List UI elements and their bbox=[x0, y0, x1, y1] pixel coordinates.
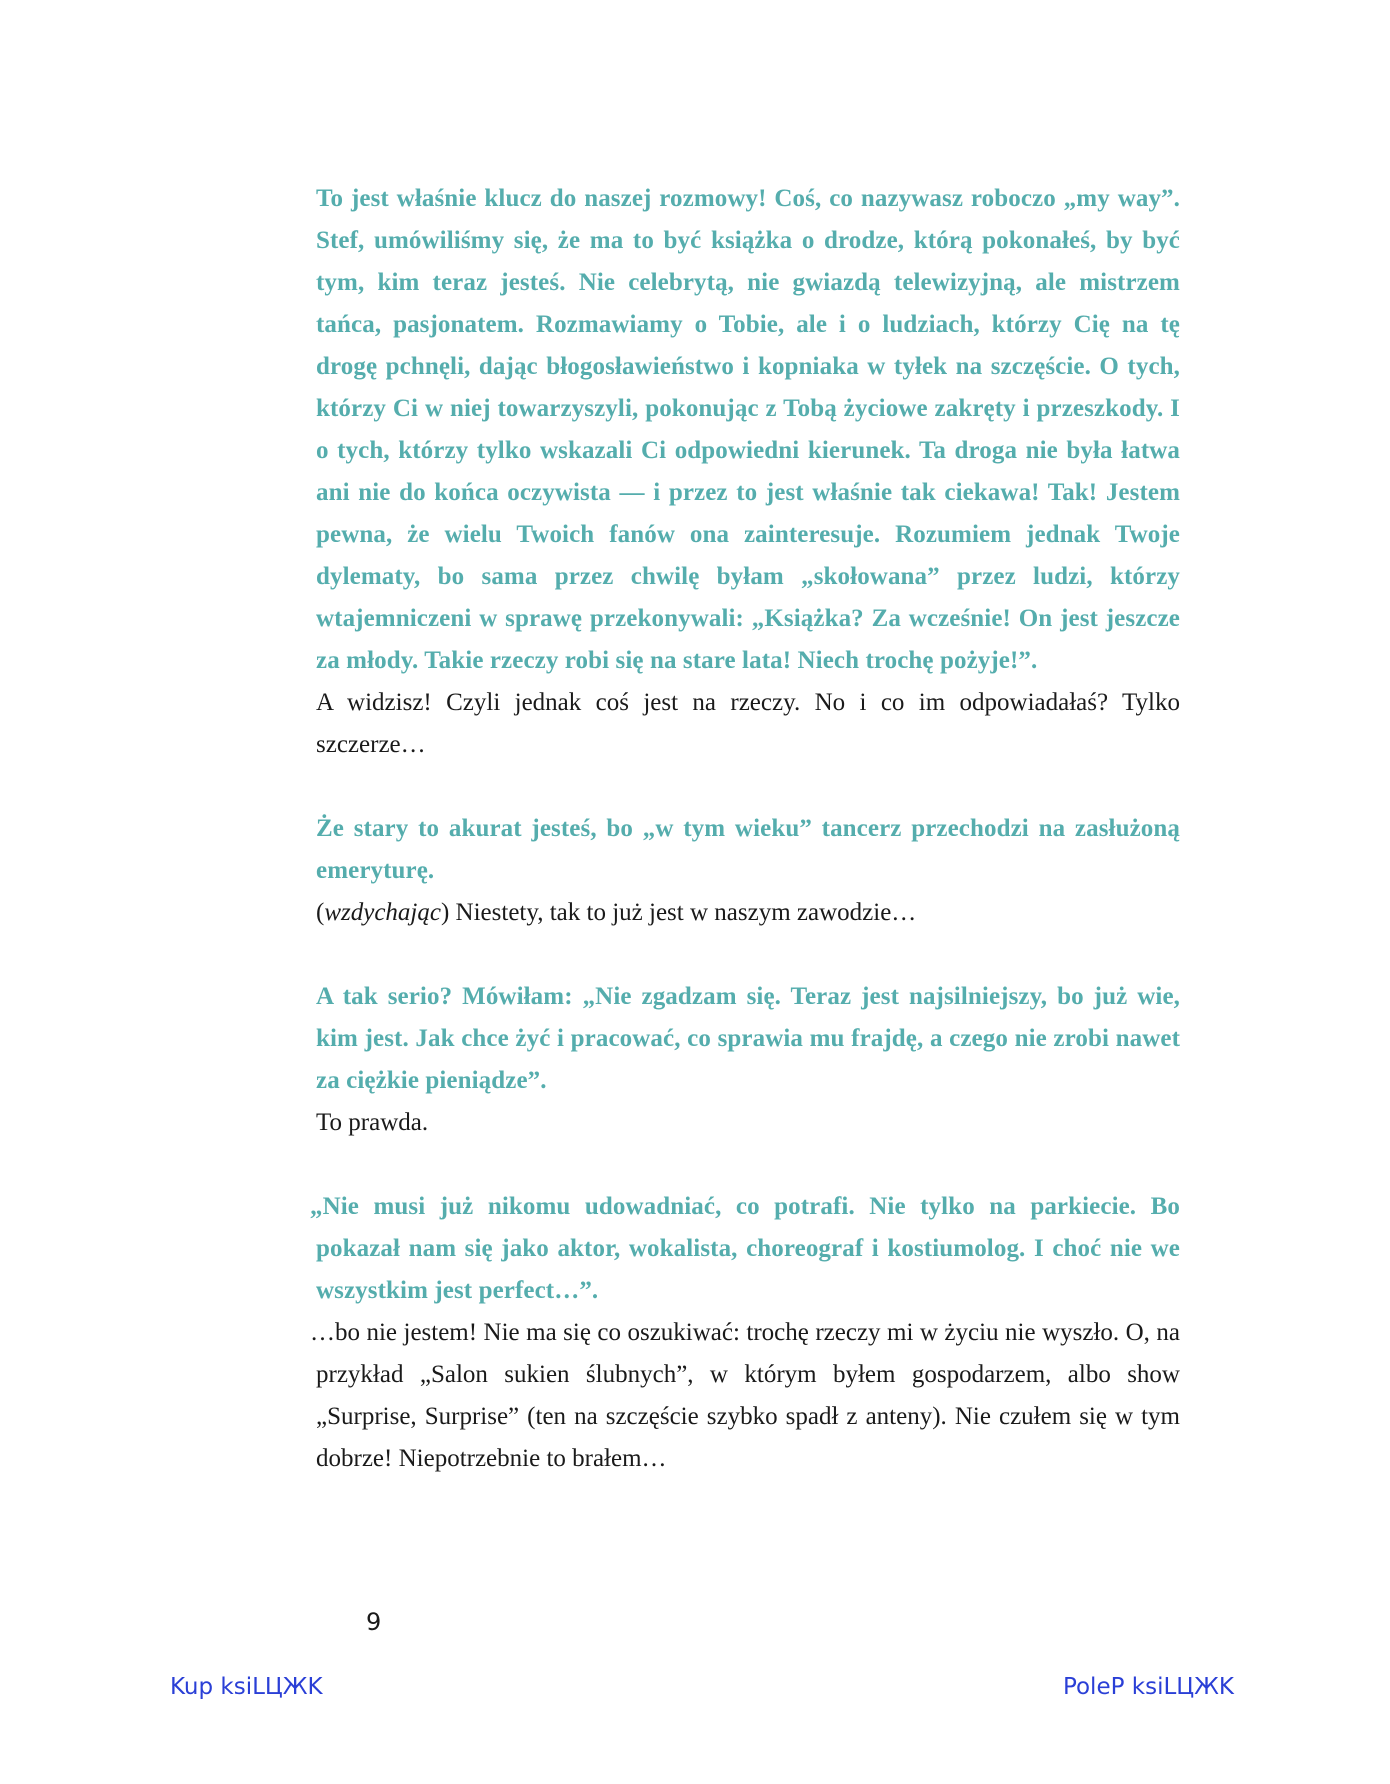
interviewee-answer bbox=[316, 892, 1180, 934]
answer-paren-open: ( bbox=[316, 899, 325, 926]
interviewer-question: To jest właśnie klucz do naszej rozmowy! Coś, co nazywasz roboczo „my way”. Stef, umówiliśmy się, że ma to być książka o drodze, którą pokonałeś, by być tym, kim teraz jesteś. Nie celebrytą, nie gwiazdą telewizyjną, ale mistrzem tańca, pasjonatem. Rozmawiamy o Tobie, ale i o ludziach, którzy Cię na tę drogę pchnęli, dając błogosławieństwo i kopniaka w tyłek na szczęście. O tych, którzy Ci w niej towarzyszyli, pokonując z Tobą życiowe zakręty i przeszkody. I o tych, którzy tylko wskazali Ci odpowiedni kierunek. Ta droga nie była łatwa ani nie do końca oczywista — i przez to jest właśnie tak ciekawa! Tak! Jestem pewna, że wielu Twoich fanów ona zainteresuje. Rozumiem jednak Twoje dylematy, bo sama przez chwilę byłam „skołowana” przez ludzi, którzy wtajemniczeni w sprawę przekonywali: „Książka? Za wcześnie! On jest jeszcze za młody. Takie rzeczy robi się na stare lata! Niech trochę pożyje!”. bbox=[316, 185, 1180, 674]
paragraph-gap bbox=[316, 766, 1180, 808]
interviewer-question: A tak serio? Mówiłam: „Nie zgadzam się. Teraz jest najsilniejszy, bo już wie, kim jest. Jak chce żyć i pracować, co sprawia mu frajdę, a czego nie zrobi nawet za ciężkie pieniądze”. bbox=[316, 983, 1180, 1094]
paragraph-gap bbox=[316, 934, 1180, 976]
answer-text: ) Niestety, tak to już jest w naszym zawodzie… bbox=[440, 899, 917, 926]
recommend-book-link[interactable]: PoleP ksiLЦЖK bbox=[1062, 1674, 1234, 1700]
paragraph-gap bbox=[316, 1144, 1180, 1186]
page-number: 9 bbox=[366, 1608, 382, 1636]
interviewer-question: „Nie musi już nikomu udowadniać, co potrafi. Nie tylko na parkiecie. Bo pokazał nam się jako aktor, wokalista, choreograf i kostiumolog. I choć nie we wszystkim jest perfect…”. bbox=[310, 1193, 1180, 1304]
page-content bbox=[310, 178, 1180, 1480]
interviewee-answer: To prawda. bbox=[316, 1109, 429, 1136]
buy-book-link[interactable]: Kup ksiLЦЖK bbox=[170, 1674, 323, 1700]
interviewer-question: Że stary to akurat jesteś, bo „w tym wieku” tancerz przechodzi na zasłużoną emeryturę. bbox=[316, 815, 1180, 884]
interviewee-answer: …bo nie jestem! Nie ma się co oszukiwać: trochę rzeczy mi w życiu nie wyszło. O, na przykład „Salon sukien ślubnych”, w którym byłem gospodarzem, albo show „Surprise, Surprise” (ten na szczęście szybko spadł z anteny). Nie czułem się w tym dobrze! Niepotrzebnie to brałem… bbox=[310, 1319, 1180, 1472]
interviewee-answer: A widzisz! Czyli jednak coś jest na rzeczy. No i co im odpowiadałaś? Tylko szczerze… bbox=[316, 689, 1180, 758]
answer-stage-direction: wzdychając bbox=[324, 899, 441, 926]
